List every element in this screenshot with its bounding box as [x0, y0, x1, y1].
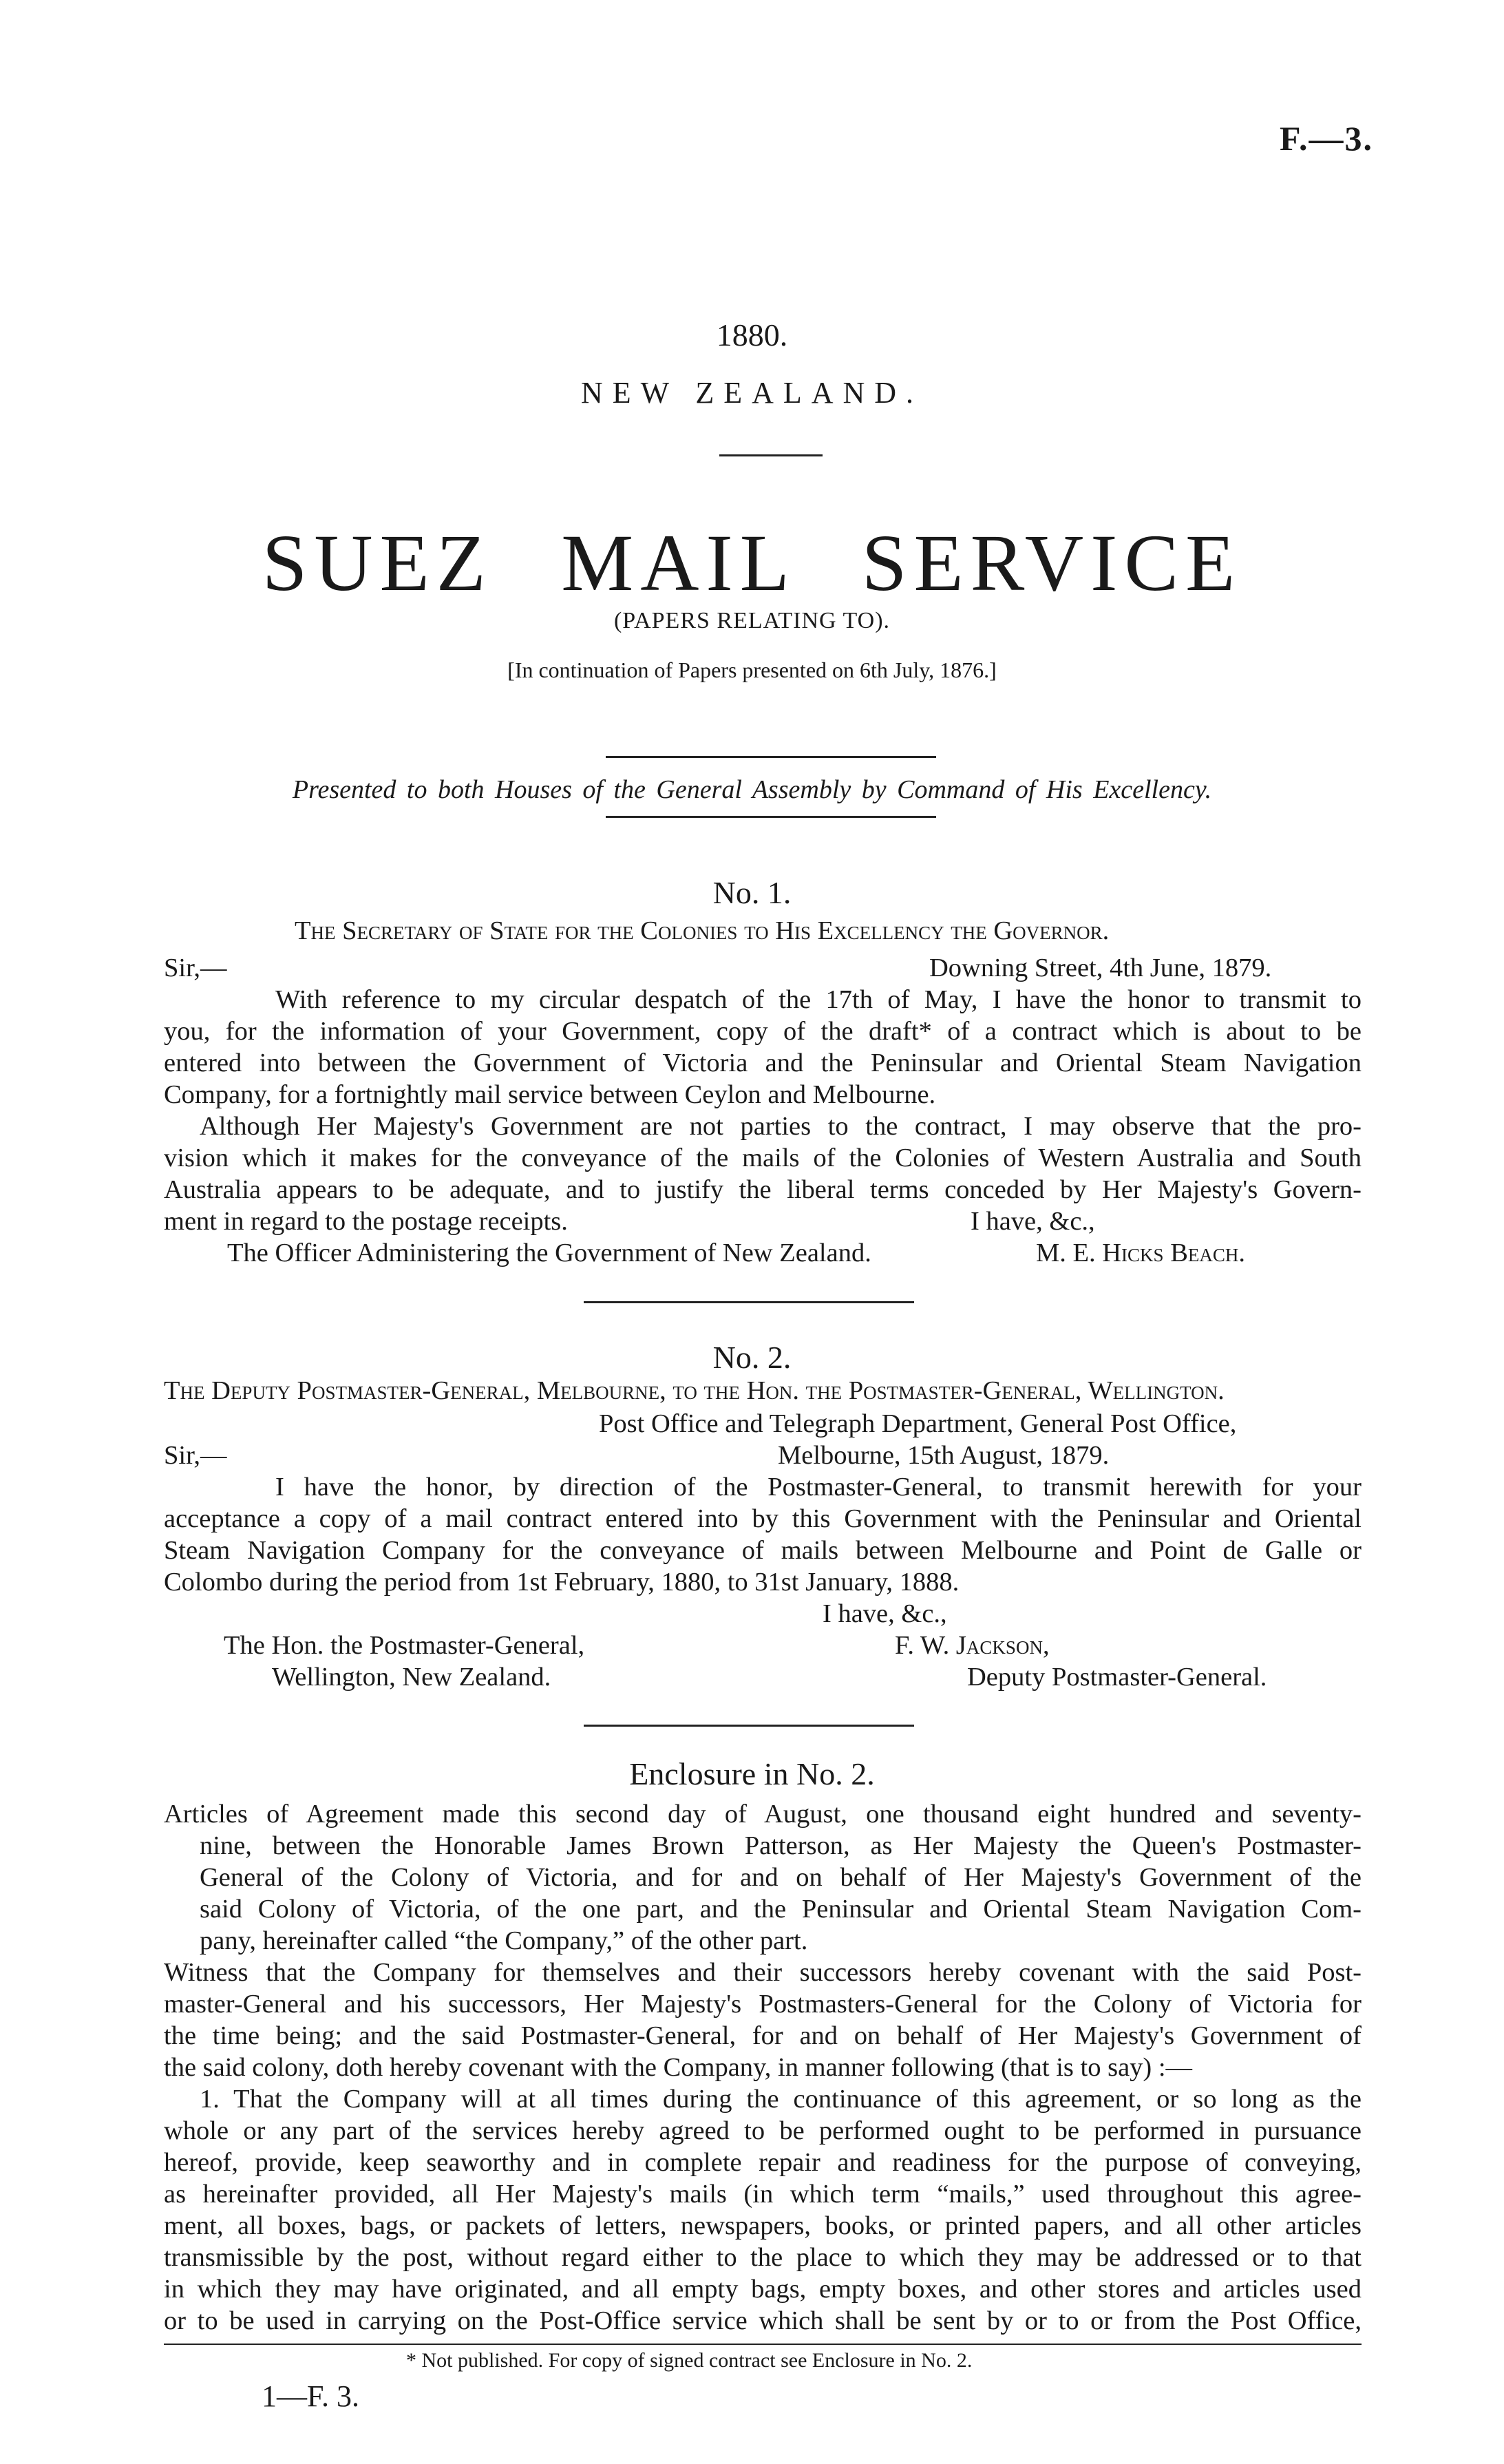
- enclosure-line: master-General and his successors, Her Majesty's Postmasters-General for the Colony of Victoria for: [164, 1990, 1362, 2019]
- enclosure-line: Articles of Agreement made this second day of August, one thousand eight hundred and seventy-: [164, 1800, 1362, 1829]
- no1-body-line: ment in regard to the postage receipts.: [164, 1207, 568, 1236]
- enclosure-heading: Enclosure in No. 2.: [629, 1756, 875, 1791]
- document-title: SUEZ MAIL SERVICE: [262, 518, 1242, 608]
- enclosure-line: as hereinafter provided, all Her Majesty's mails (in which term “mails,” used throughout this agree-: [164, 2180, 1362, 2209]
- enclosure-line: transmissible by the post, without regard either to the place to which they may be addressed or to that: [164, 2243, 1362, 2272]
- enclosure-line: the time being; and the said Postmaster-General, for and on behalf of Her Majesty's Government of: [164, 2021, 1362, 2050]
- no2-body-line: acceptance a copy of a mail contract entered into by this Government with the Peninsular and Oriental: [164, 1504, 1362, 1533]
- no1-body-line: Although Her Majesty's Government are not parties to the contract, I may observe that the pro-: [200, 1112, 1362, 1141]
- no2-signature-title: Deputy Postmaster-General.: [967, 1663, 1267, 1692]
- no2-addressee-line2: Wellington, New Zealand.: [272, 1663, 551, 1692]
- no1-from-to: The Secretary of State for the Colonies to His Excellency the Governor.: [295, 916, 1110, 945]
- no2-from-to: The Deputy Postmaster-General, Melbourne, to the Hon. the Postmaster-General, Wellington.: [164, 1376, 1225, 1405]
- presentation-line: Presented to both Houses of the General Assembly by Command of His Excellency.: [292, 775, 1212, 804]
- document-subtitle: (PAPERS RELATING TO).: [613, 608, 891, 633]
- no2-signature: F. W. Jackson,: [895, 1631, 1050, 1660]
- no2-addressee-line1: The Hon. the Postmaster-General,: [224, 1631, 585, 1660]
- enclosure-line: hereof, provide, keep seaworthy and in complete repair and readiness for the purpose of conveying,: [164, 2148, 1362, 2177]
- no1-body-line: With reference to my circular despatch of the 17th of May, I have the honor to transmit to: [275, 985, 1362, 1014]
- no1-heading: No. 1.: [712, 875, 792, 910]
- no1-place-date: Downing Street, 4th June, 1879.: [929, 954, 1272, 982]
- page-reference: F.—3.: [1280, 119, 1373, 158]
- no1-body-line: you, for the information of your Government, copy of the draft* of a contract which is about to be: [164, 1017, 1362, 1046]
- footnote-rule: [164, 2344, 1362, 2345]
- country-heading: NEW ZEALAND.: [580, 376, 924, 410]
- divider: [606, 756, 936, 758]
- no2-body-line: Steam Navigation Company for the conveyance of mails between Melbourne and Point de Galle or: [164, 1536, 1362, 1565]
- enclosure-line: said Colony of Victoria, of the one part, and the Peninsular and Oriental Steam Navigation Com-: [200, 1895, 1362, 1924]
- enclosure-line: General of the Colony of Victoria, and for and on behalf of Her Majesty's Government of the: [200, 1863, 1362, 1892]
- enclosure-line: whole or any part of the services hereby agreed to be performed ought to be performed in pursuance: [164, 2116, 1362, 2145]
- enclosure-line: Witness that the Company for themselves and their successors hereby covenant with the said Post-: [164, 1958, 1362, 1987]
- no1-addressee: The Officer Administering the Government of New Zealand.: [227, 1239, 871, 1267]
- enclosure-line: in which they may have originated, and all empty bags, empty boxes, and other stores and articles used: [164, 2275, 1362, 2304]
- no1-salutation: Sir,—: [164, 954, 227, 982]
- enclosure-line: the said colony, doth hereby covenant with the Company, in manner following (that is to say) :—: [164, 2053, 1193, 2082]
- no1-body-line: Australia appears to be adequate, and to justify the liberal terms conceded by Her Majesty's Govern-: [164, 1175, 1362, 1204]
- divider: [584, 1725, 914, 1727]
- year: 1880.: [716, 317, 788, 352]
- no1-body-line: entered into between the Government of Victoria and the Peninsular and Oriental Steam Navigation: [164, 1049, 1362, 1077]
- enclosure-line: 1. That the Company will at all times during the continuance of this agreement, or so long as the: [200, 2085, 1362, 2114]
- no1-signature: M. E. Hicks Beach.: [1036, 1239, 1245, 1267]
- no2-place-date: Melbourne, 15th August, 1879.: [778, 1441, 1110, 1470]
- footnote: * Not published. For copy of signed contract see Enclosure in No. 2.: [406, 2349, 973, 2372]
- no2-body-line: I have the honor, by direction of the Postmaster-General, to transmit herewith for your: [275, 1473, 1362, 1502]
- enclosure-line: nine, between the Honorable James Brown Patterson, as Her Majesty the Queen's Postmaster-: [200, 1831, 1362, 1860]
- no2-salutation: Sir,—: [164, 1441, 227, 1470]
- enclosure-line: ment, all boxes, bags, or packets of letters, newspapers, books, or printed papers, and all other articles: [164, 2211, 1362, 2240]
- signature-mark: 1—F. 3.: [262, 2379, 359, 2413]
- no2-office: Post Office and Telegraph Department, General Post Office,: [599, 1409, 1237, 1438]
- no2-body-line: Colombo during the period from 1st February, 1880, to 31st January, 1888.: [164, 1568, 960, 1597]
- enclosure-line: pany, hereinafter called “the Company,” of the other part.: [200, 1926, 808, 1955]
- no1-body-line: vision which it makes for the conveyance of the mails of the Colonies of Western Australia and South: [164, 1144, 1362, 1172]
- divider: [606, 816, 936, 818]
- continuation-note: [In continuation of Papers presented on 6th July, 1876.]: [507, 657, 997, 682]
- no2-heading: No. 2.: [712, 1340, 792, 1375]
- enclosure-line: or to be used in carrying on the Post-Office service which shall be sent by or to or from the Post Office,: [164, 2306, 1362, 2335]
- no1-closing: I have, &c.,: [971, 1207, 1095, 1236]
- no2-closing: I have, &c.,: [823, 1599, 947, 1628]
- no1-body-line: Company, for a fortnightly mail service between Ceylon and Melbourne.: [164, 1080, 936, 1109]
- divider: [584, 1301, 914, 1303]
- divider: [719, 454, 823, 456]
